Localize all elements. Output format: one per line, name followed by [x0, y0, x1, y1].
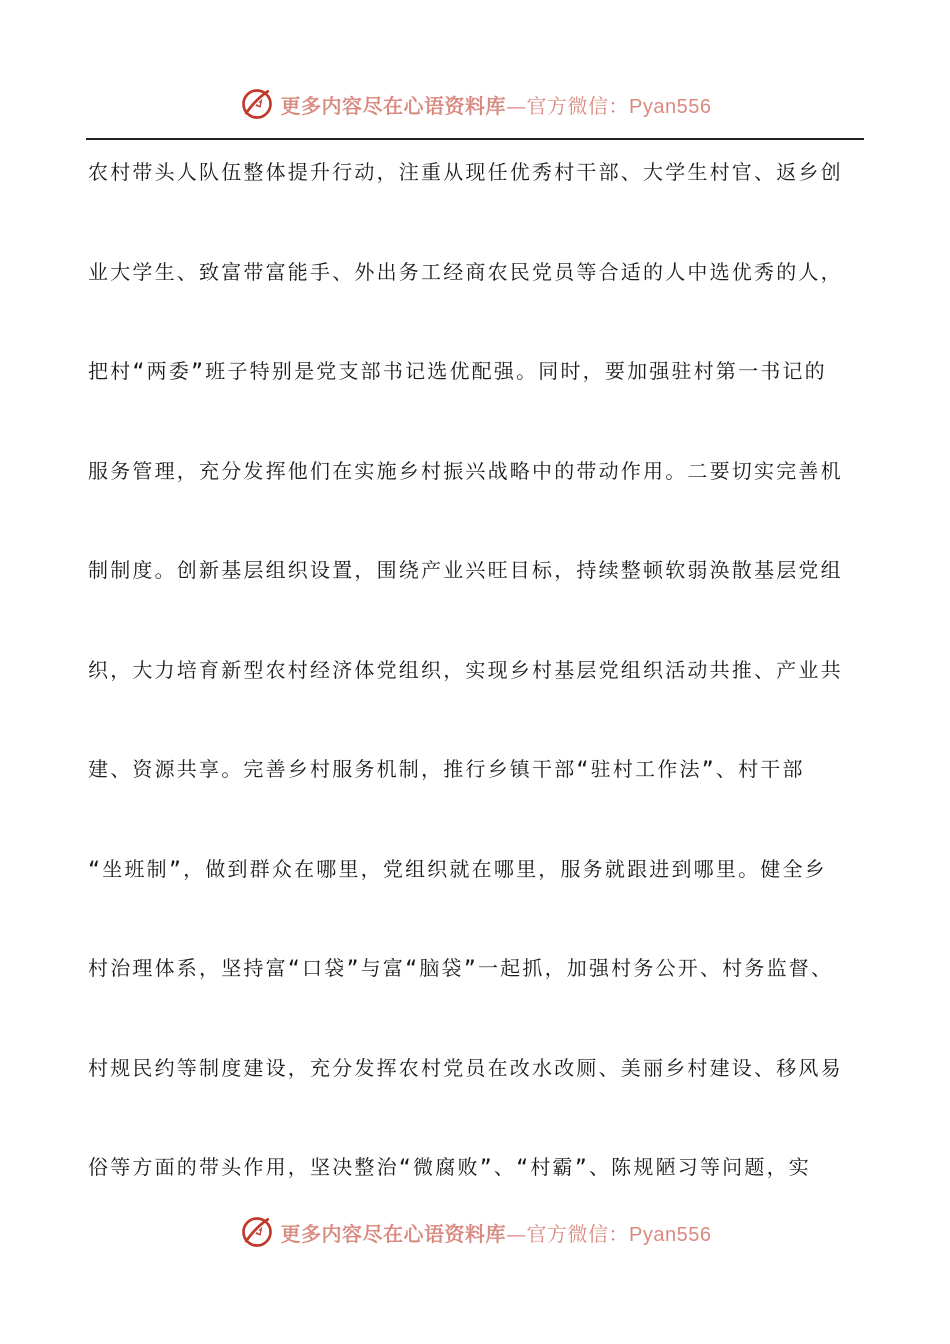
- body-line: 织，大力培育新型农村经济体党组织，实现乡村基层党组织活动共推、产业共: [88, 657, 843, 682]
- footer-banner-wechat-id: Pyan556: [629, 1223, 712, 1246]
- header-banner-title: 更多内容尽在心语资料库: [280, 93, 507, 118]
- body-line: 农村带头人队伍整体提升行动，注重从现任优秀村干部、大学生村官、返乡创: [88, 160, 843, 184]
- header-divider: [86, 138, 864, 140]
- pen-nib-logo-icon: [239, 86, 275, 122]
- body-line: 俗等方面的带头作用，坚决整治“微腐败”、“村霸”、陈规陋习等问题，实: [88, 1155, 811, 1179]
- document-body: [88, 150, 858, 1245]
- body-line: 建、资源共享。完善乡村服务机制，推行乡镇干部“驻村工作法”、村干部: [88, 757, 805, 781]
- header-banner-wechat-label: —官方微信：: [506, 93, 630, 118]
- header-banner-wechat-id: Pyan556: [629, 95, 712, 118]
- header-banner-text: [281, 90, 712, 119]
- footer-banner-title: 更多内容尽在心语资料库: [280, 1221, 507, 1246]
- body-line: 村规民约等制度建设，充分发挥农村党员在改水改厕、美丽乡村建设、移风易: [88, 1055, 843, 1080]
- pen-nib-logo-icon: [239, 1214, 275, 1250]
- header-banner: [0, 82, 950, 126]
- footer-banner-text: [281, 1218, 712, 1247]
- footer-banner-wechat-label: —官方微信：: [506, 1221, 630, 1246]
- body-line: 把村“两委”班子特别是党支部书记选优配强。同时，要加强驻村第一书记的: [88, 359, 827, 383]
- body-line: 村治理体系，坚持富“口袋”与富“脑袋”一起抓，加强村务公开、村务监督、: [88, 956, 834, 980]
- body-line: 制制度。创新基层组织设置，围绕产业兴旺目标，持续整顿软弱涣散基层党组: [88, 558, 843, 582]
- footer-banner: [0, 1210, 950, 1254]
- body-line: 业大学生、致富带富能手、外出务工经商农民党员等合适的人中选优秀的人，: [88, 259, 843, 284]
- body-line: “坐班制”，做到群众在哪里，党组织就在哪里，服务就跟进到哪里。健全乡: [88, 856, 827, 881]
- body-line: 服务管理，充分发挥他们在实施乡村振兴战略中的带动作用。二要切实完善机: [88, 458, 843, 483]
